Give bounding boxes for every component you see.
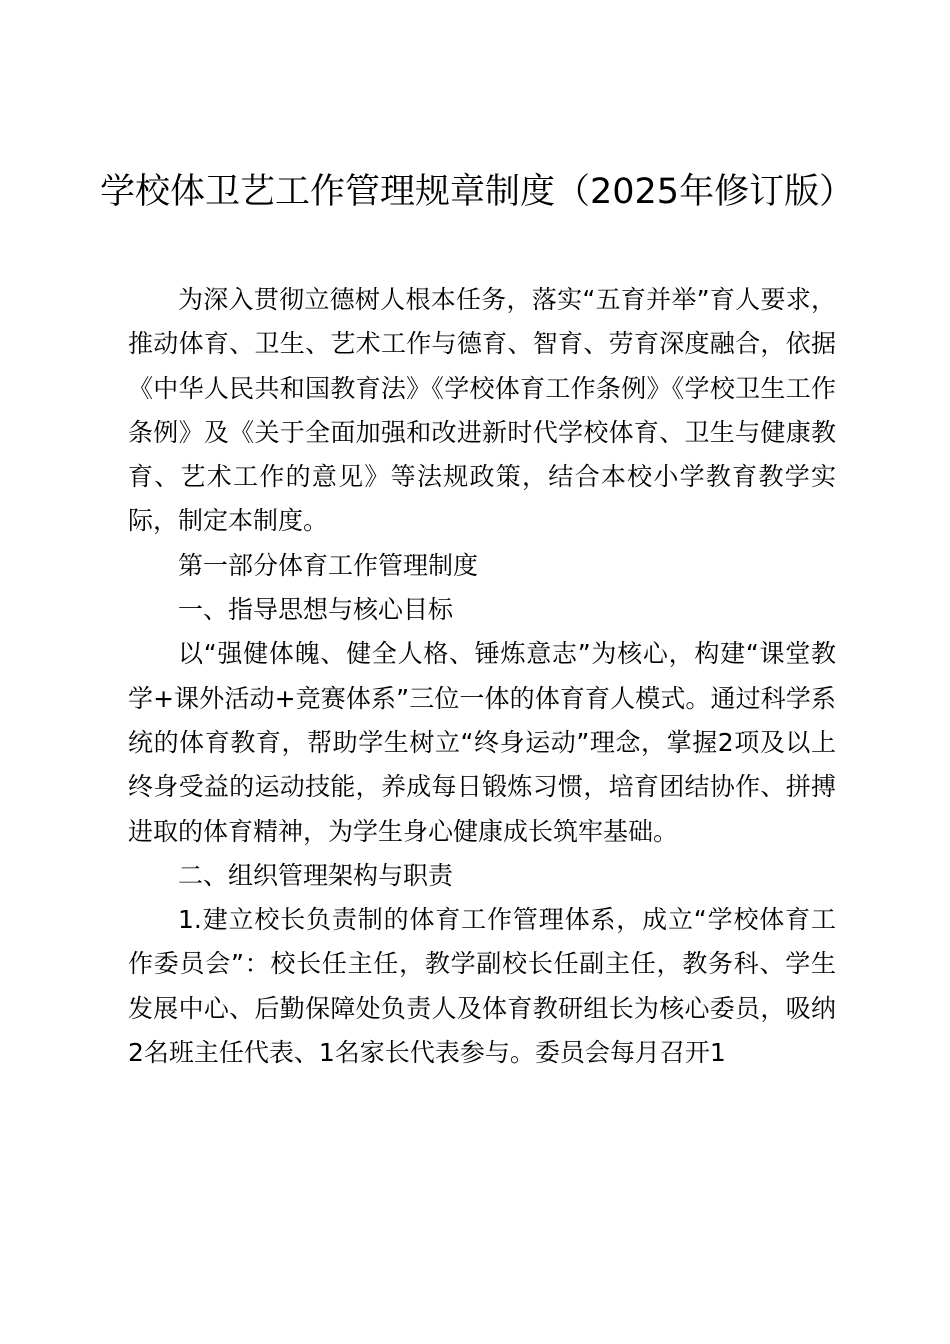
part-heading: 第一部分体育工作管理制度 xyxy=(178,550,479,580)
section-1-paragraph: 以“强健体魄、健全人格、锤炼意志”为核心，构建“课堂教学+课外活动+竞赛体系”三位一体的体育育人模式。通过科学系统的体育教育，帮助学生树立“终身运动”理念，掌握2项及以上终身受益的运动技能，养成每日锻炼习惯，培育团结协作、拼搏进取的体育精神，为学生身心健康成长筑牢基础。 xyxy=(128,639,836,846)
section-heading-1: 一、指导思想与核心目标 xyxy=(178,595,454,625)
document-title: 学校体卫艺工作管理规章制度（2025年修订版） xyxy=(100,172,855,212)
section-heading-2: 二、组织管理架构与职责 xyxy=(178,860,454,890)
section-2-paragraph: 1.建立校长负责制的体育工作管理体系，成立“学校体育工作委员会”：校长任主任，教学副校长任副主任，教务科、学生发展中心、后勤保障处负责人及体育教研组长为核心委员，吸纳2名班主任代表、1名家长代表参与。委员会每月召开1 xyxy=(128,905,836,1068)
document-body xyxy=(128,278,836,1075)
intro-paragraph: 为深入贯彻立德树人根本任务，落实“五育并举”育人要求，推动体育、卫生、艺术工作与德育、智育、劳育深度融合，依据《中华人民共和国教育法》《学校体育工作条例》《学校卫生工作条例》及《关于全面加强和改进新时代学校体育、卫生与健康教育、艺术工作的意见》等法规政策，结合本校小学教育教学实际，制定本制度。 xyxy=(128,285,836,536)
